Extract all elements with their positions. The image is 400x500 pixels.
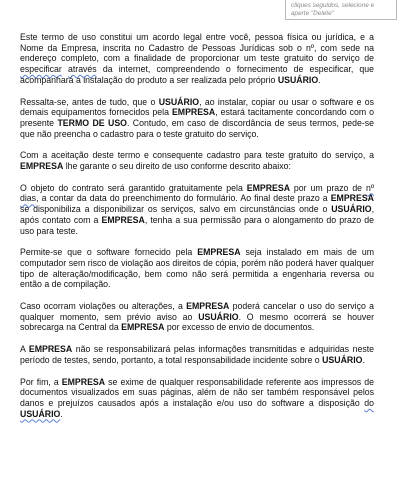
text-run: se disponibiliza a disponibilizar os serviços, salvo em circunstâncias onde o xyxy=(20,204,332,215)
bold-term: EMPRESA xyxy=(171,107,216,118)
bold-term: EMPRESA xyxy=(197,247,241,258)
callout-line-2: aperte "Delete" xyxy=(291,10,334,18)
text-run: . xyxy=(318,74,321,85)
text-run: Este termo de uso constitui um acordo legal entre você, pessoa física ou jurídica, e a Nome da Empresa, inscrita no Cadastro de Pessoas Jurídicas sob o nº, com sede na endereço completo, com a finalidade de proporcionar um teste gratuito do serviço de xyxy=(20,32,374,64)
text-run: A xyxy=(20,344,29,355)
bold-term: USUÁRIO xyxy=(20,408,61,419)
spellcheck-flagged-word: do xyxy=(364,397,374,408)
text-run: poderá cancelar o uso do serviço a qualquer momento, sem prévio aviso ao xyxy=(20,301,374,322)
bold-term: EMPRESA xyxy=(20,161,64,172)
text-run: , após contato com a xyxy=(20,204,374,225)
bold-term: EMPRESA xyxy=(330,193,374,204)
text-run: , ao instalar, copiar ou usar o software e os demais equipamentos fornecidos pela xyxy=(20,96,375,118)
text-run: , tenha a sua permissão para o alongamento do prazo de uso para teste. xyxy=(20,214,374,236)
bold-term: USUÁRIO xyxy=(158,96,200,107)
paragraph xyxy=(20,32,374,86)
text-run: , estará tacitamente concordando com o presente xyxy=(20,107,374,128)
paragraph xyxy=(20,247,374,290)
text-run: Caso ocorram violações ou alterações, a xyxy=(20,301,187,312)
comment-callout xyxy=(285,0,397,20)
bold-term: EMPRESA xyxy=(101,214,145,225)
bold-term: USUÁRIO xyxy=(277,74,319,85)
bold-term: USUÁRIO xyxy=(322,354,363,365)
text-run: . xyxy=(60,408,63,419)
document-body xyxy=(20,32,374,430)
bold-term: USUÁRIO xyxy=(198,311,239,322)
text-run: se exime de qualquer responsabilidade referente aos impressos de documentos visualizados em suas páginas, além de não ser também responsável pelos danos e prejuízos causados após a instalação e/ou uso do software a disposição xyxy=(20,376,374,408)
bold-term: EMPRESA xyxy=(246,182,291,193)
callout-line-1: cliques seguidos, selecione e xyxy=(291,2,375,9)
text-run: Com a aceitação deste termo e consequente cadastro para teste gratuito do serviço, a xyxy=(20,150,374,161)
paragraph xyxy=(20,377,374,420)
text-run: O objeto do contrato será garantido gratuitamente pela xyxy=(20,182,247,193)
text-run: Permite-se que o software fornecido pela xyxy=(20,247,198,258)
text-run: por excesso de envio de documentos. xyxy=(164,322,315,333)
text-run: da internet, compreendendo o fornecimento de especificar, que acompanhará a instalação do produto a ser realizada pelo próprio xyxy=(20,64,374,85)
bold-term: TERMO DE USO xyxy=(57,117,127,128)
bold-term: EMPRESA xyxy=(186,301,230,312)
text-run: , a contar da data do preenchimento do formulário. Ao final deste prazo a xyxy=(36,193,331,204)
spellcheck-flagged-word: através xyxy=(67,64,97,75)
text-run: Por fim, a xyxy=(20,376,62,387)
bold-term: EMPRESA xyxy=(28,344,73,355)
text-run: Ressalta-se, antes de tudo, que o xyxy=(20,96,159,107)
spellcheck-flagged-word: nº dias xyxy=(20,182,375,204)
text-run: não se responsabilizará pelas informações transmitidas e adquiridas neste período de testes, sendo, portanto, a total responsabilidade incidente sobre o xyxy=(20,344,374,365)
paragraph xyxy=(20,183,374,237)
text-run: . Contudo, em caso de discordância de seus termos, pede-se que não preencha o cadastro para o teste gratuito do serviço. xyxy=(20,117,375,139)
text-run: seja instalado em mais de um computador sem risco de violação aos direitos de cópia, porém não poderá haver qualquer tipo de alteração/modificação, bem como não será permitida a engenharia reversa ou então a de compilação. xyxy=(20,247,374,290)
text-run: . xyxy=(362,354,365,365)
spellcheck-flagged-word: especificar xyxy=(20,64,62,75)
bold-term: EMPRESA xyxy=(61,376,106,387)
bold-term: EMPRESA xyxy=(121,322,165,333)
paragraph xyxy=(20,97,374,140)
text-run: por um prazo de xyxy=(290,182,366,193)
paragraph xyxy=(20,344,374,365)
bold-term: USUÁRIO xyxy=(331,204,372,215)
paragraph xyxy=(20,301,374,333)
text-run: lhe garante o seu direito de uso conforme descrito abaixo: xyxy=(63,161,291,172)
text-run: . O mesmo ocorrerá se houver sobrecarga na Central da xyxy=(20,311,374,333)
paragraph xyxy=(20,150,374,171)
